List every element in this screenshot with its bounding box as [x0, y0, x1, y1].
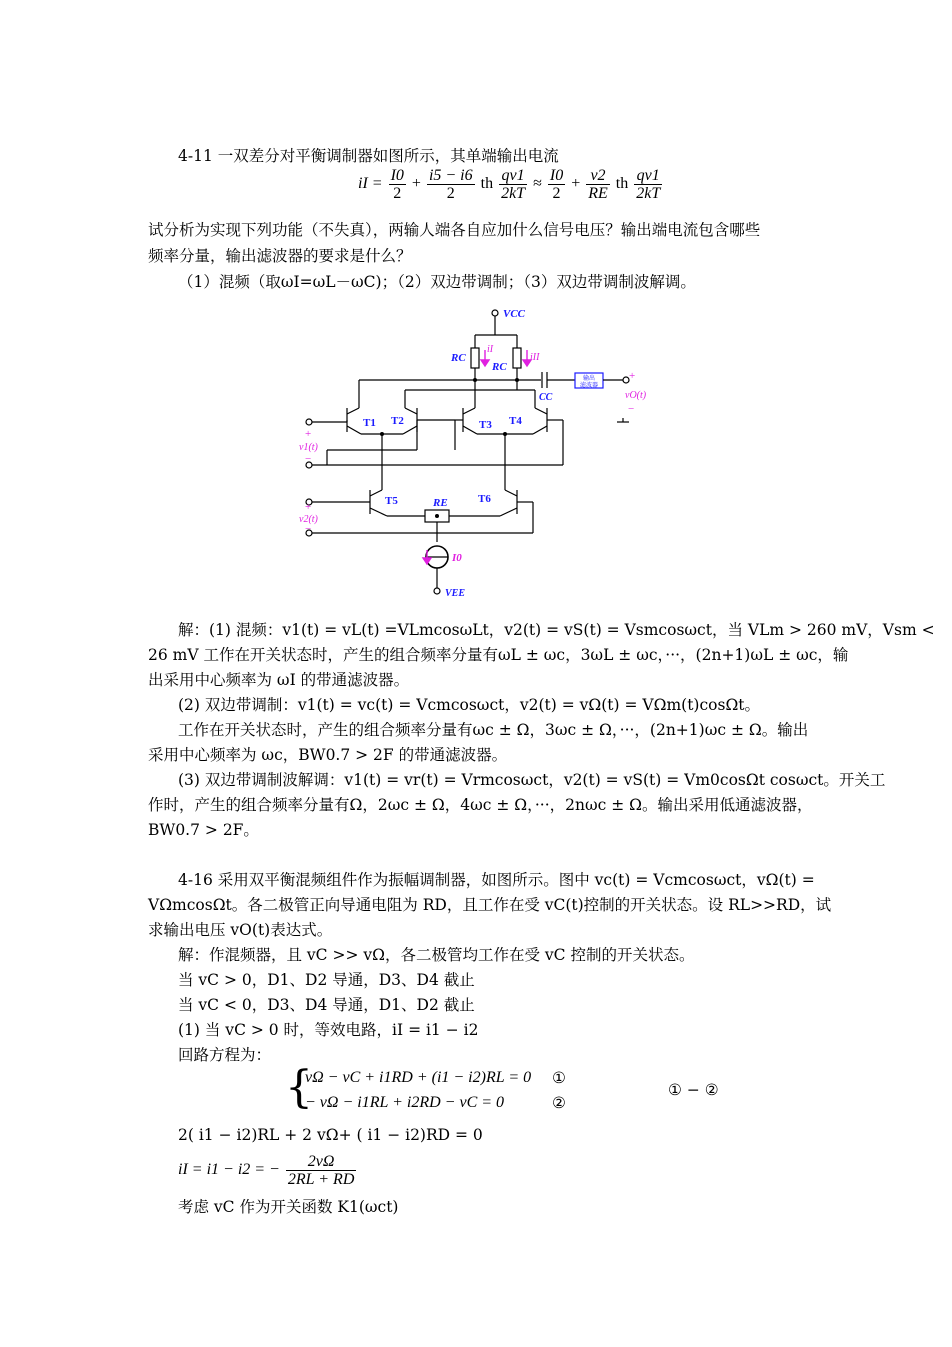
eq-lhs: iI = [358, 175, 383, 192]
vo-plus-label: + [629, 370, 636, 382]
question-line-3: （1）混频（取ωI=ωL－ωC)；（2）双边带调制；（3）双边带调制波解调。 [178, 273, 696, 291]
derived-equation-line: 2( i1 − i2)RL + 2 vΩ+ ( i1 − i2)RD = 0 [178, 1126, 483, 1144]
vcc-terminal [492, 310, 498, 316]
v2-label: v2(t) [299, 514, 318, 525]
solution-line-6: 采用中心频率为 ωc，BW0.7 > 2F 的带通滤波器。 [148, 746, 508, 764]
v2-minus-label: − [305, 523, 312, 535]
vee-label: VEE [445, 588, 466, 599]
filter-label-1: 输出 [582, 376, 596, 382]
solution-line-2: 26 mV 工作在开关状态时，产生的组合频率分量有ωL ± ωc，3ωL ± ωc，···，(2n+1)ωL ± ωc，输 [148, 646, 849, 664]
solution-4-16-line-3: 当 vC < 0，D3、D4 导通，D1、D2 截止 [178, 996, 475, 1014]
rc-right-resistor [513, 348, 521, 368]
equation-subtract-operation: ① − ② [668, 1081, 719, 1099]
output-current-equation [358, 164, 664, 204]
cc-label: CC [539, 392, 553, 403]
solution-line-9: BW0.7 > 2F。 [148, 821, 259, 839]
question-line-2: 频率分量，输出滤波器的要求是什么？ [148, 247, 412, 265]
v1-label: v1(t) [299, 442, 318, 453]
loop-equation-1: vΩ − vC + i1RD + (i1 − i2)RL = 0 [305, 1069, 532, 1086]
solution-line-1: 解：(1) 混频：v1(t) = vL(t) =VLmcosωLt，v2(t) = vS(t) = Vsmcosωct，当 VLm > 260 mV，Vsm < [178, 621, 935, 639]
solution-line-7: (3) 双边带调制波解调：v1(t) = vr(t) = Vrmcosωct，v2(t) = vS(t) = Vm0cosΩt cosωct。开关工 [178, 771, 886, 789]
loop-equation-2: − vΩ − i1RL + i2RD − vC = 0 [305, 1094, 505, 1111]
current-i1-label: iI [487, 344, 494, 355]
t4-label: T4 [509, 415, 522, 427]
v1-minus-label: − [305, 453, 312, 465]
question-line-1: 试分析为实现下列功能（不失真），两输人端各自应加什么信号电压？输出端电流包含哪些 [148, 221, 761, 239]
eq-plus-1: + [411, 175, 421, 192]
v1-plus-label: + [305, 428, 312, 440]
t6-label: T6 [478, 493, 491, 505]
problem-4-16-line-2: VΩmcosΩt。各二极管正向导通电阻为 RD，且工作在受 vC(t)控制的开关状态。设 RL>>RD，试 [148, 896, 832, 914]
filter-label-2: 滤波器 [579, 383, 599, 389]
t1-label: T1 [363, 417, 376, 429]
eq-frac-5: $\frac{v2}{RE}$ [588, 166, 608, 202]
current-result-equation [178, 1150, 358, 1190]
re-label: RE [433, 497, 448, 509]
t5-label: T5 [385, 495, 398, 507]
eq-th-1: th [480, 175, 494, 192]
solution-4-16-line-1: 解：作混频器，且 vC >> vΩ，各二极管均工作在受 vC 控制的开关状态。 [178, 946, 695, 964]
problem-4-16-line-3: 求输出电压 vO(t)表达式。 [148, 921, 333, 939]
rc-left-label: RC [451, 352, 466, 364]
eq-frac-3: $\frac{qv1}{2kT}$ [501, 166, 526, 202]
eq-frac-4: $\frac{I0}{2}$ [549, 166, 564, 202]
eq-th-2: th [615, 175, 629, 192]
switch-function-line: 考虑 vC 作为开关函数 K1(ωct) [178, 1198, 399, 1216]
solution-line-8: 作时，产生的组合频率分量有Ω，2ωc ± Ω，4ωc ± Ω，···，2nωc ± Ω。输出采用低通滤波器， [148, 796, 813, 814]
vo-minus-label: − [628, 403, 635, 415]
solution-line-3: 出采用中心频率为 ωI 的带通滤波器。 [148, 671, 410, 689]
solution-line-5: 工作在开关状态时，产生的组合频率分量有ωc ± Ω，3ωc ± Ω，···，(2n+1)ωc ± Ω。输出 [178, 721, 809, 739]
problem-4-11-title: 4-11 一双差分对平衡调制器如图所示，其单端输出电流 [178, 147, 559, 165]
solution-4-16-line-5: 回路方程为： [178, 1046, 272, 1064]
i0-label: I0 [452, 552, 462, 564]
eq-approx: ≈ [533, 175, 542, 192]
loop-equation-2-mark: ② [552, 1094, 566, 1112]
eq-plus-2: + [571, 175, 581, 192]
double-differential-modulator-circuit [295, 300, 665, 605]
t2-label: T2 [391, 415, 404, 427]
v2-plus-label: + [305, 501, 312, 513]
rc-right-label: RC [492, 361, 507, 373]
result-lhs: iI = i1 − i2 = − [178, 1161, 280, 1178]
vo-label: vO(t) [625, 390, 647, 401]
t3-label: T3 [479, 419, 492, 431]
solution-4-16-line-4: (1) 当 vC > 0 时，等效电路，iI = i1 − i2 [178, 1021, 479, 1039]
rc-left-resistor [471, 348, 479, 368]
eq-frac-6: $\frac{qv1}{2kT}$ [636, 166, 661, 202]
equation-system-brace: { [285, 1062, 313, 1113]
loop-equation-1-mark: ① [552, 1069, 566, 1087]
solution-line-4: (2) 双边带调制：v1(t) = vc(t) = Vcmcosωct，v2(t) = vΩ(t) = VΩm(t)cosΩt。 [178, 696, 761, 714]
eq-frac-1: $\frac{I0}{2}$ [390, 166, 404, 202]
eq-frac-2: $\frac{i5 - i6}{2}$ [428, 166, 473, 202]
result-fraction: $\frac{2v\Omega}{2RL + RD}$ [287, 1152, 355, 1188]
vcc-label: VCC [503, 308, 526, 320]
vee-terminal [434, 588, 440, 594]
current-i2-label: iII [530, 352, 540, 363]
problem-4-16-line-1: 4-16 采用双平衡混频组件作为振幅调制器，如图所示。图中 vc(t) = Vcmcosωct，vΩ(t) = [178, 871, 815, 889]
solution-4-16-line-2: 当 vC > 0，D1、D2 导通，D3、D4 截止 [178, 971, 475, 989]
